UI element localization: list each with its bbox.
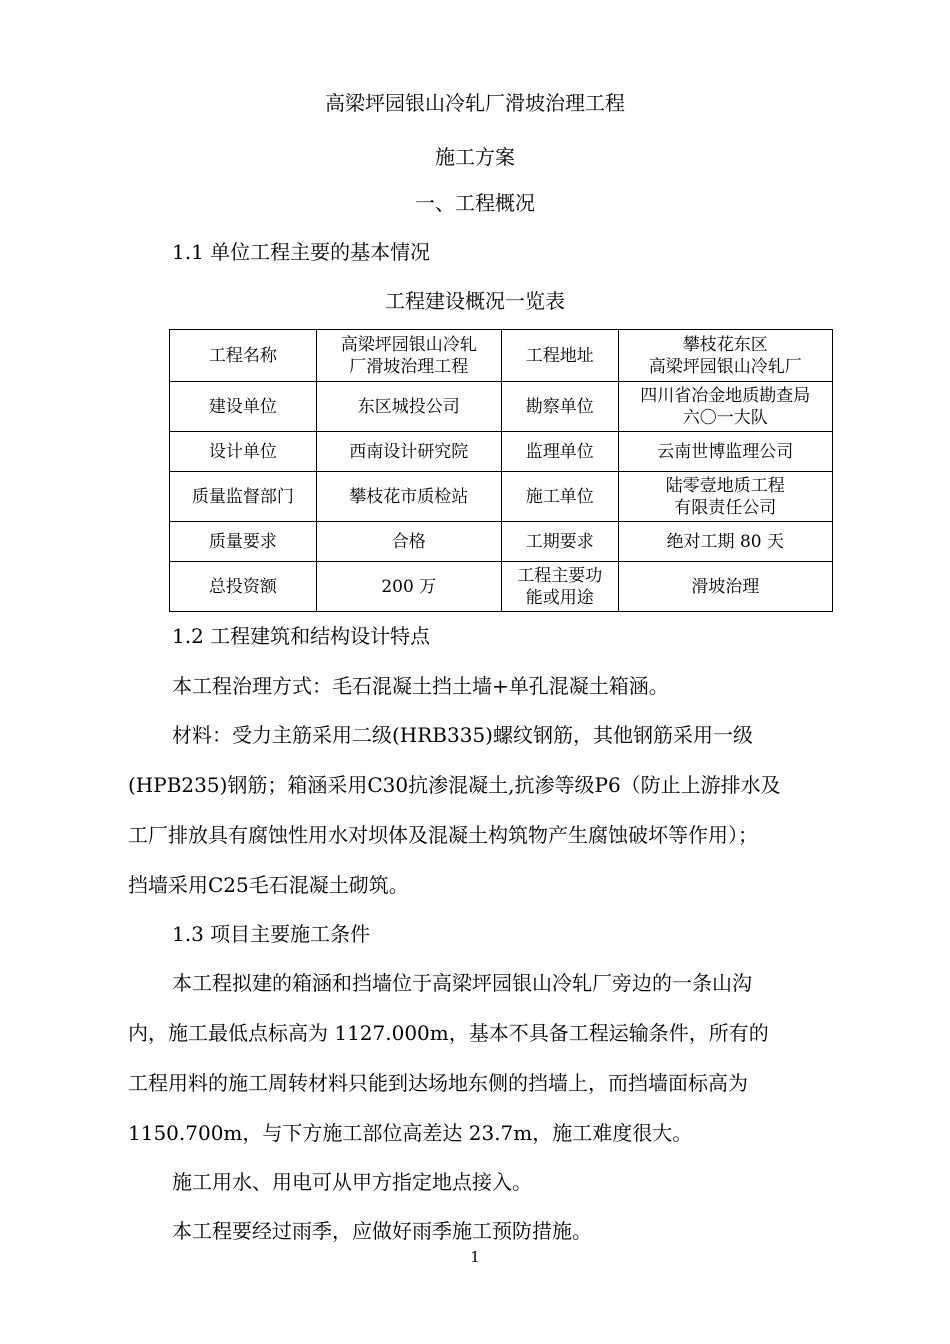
table-cell: 云南世博监理公司 — [618, 432, 832, 472]
table-cell: 东区城投公司 — [316, 382, 501, 432]
table-cell: 勘察单位 — [501, 382, 618, 432]
table-cell: 工程名称 — [170, 330, 317, 382]
table-cell: 滑坡治理 — [618, 562, 832, 612]
cell-line: 四川省冶金地质勘查局 — [640, 385, 811, 406]
cell-line: 工程主要功 — [517, 565, 603, 586]
table-cell — [618, 330, 832, 382]
document-title: 高梁坪园银山冷轧厂滑坡治理工程 — [325, 91, 625, 115]
page-number: 1 — [470, 1248, 480, 1266]
cell-line: 攀枝花东区 — [682, 334, 768, 355]
table-row — [170, 382, 833, 432]
project-overview-table — [169, 329, 833, 612]
cell-line: 厂滑坡治理工程 — [349, 356, 469, 377]
document-subtitle: 施工方案 — [435, 145, 515, 169]
cell-line: 有限责任公司 — [674, 497, 777, 518]
table-cell: 工程地址 — [501, 330, 618, 382]
cell-line: 高梁坪园银山冷轧厂 — [648, 356, 802, 377]
table-row — [170, 562, 833, 612]
table-row — [170, 432, 833, 472]
paragraph-line: 工程用料的施工周转材料只能到达场地东侧的挡墙上，而挡墙面标高为 — [128, 1071, 748, 1095]
paragraph-line: 本工程要经过雨季，应做好雨季施工预防措施。 — [172, 1219, 592, 1243]
table-row — [170, 330, 833, 382]
table-cell: 合格 — [316, 522, 501, 562]
table-cell: 攀枝花市质检站 — [316, 472, 501, 522]
subsection-heading-1-1: 1.1 单位工程主要的基本情况 — [172, 240, 431, 264]
table-cell: 建设单位 — [170, 382, 317, 432]
table-cell: 质量要求 — [170, 522, 317, 562]
cell-line: 陆零壹地质工程 — [665, 475, 785, 496]
table-cell — [618, 382, 832, 432]
table-cell: 质量监督部门 — [170, 472, 317, 522]
paragraph-line: 本工程治理方式：毛石混凝土挡土墙+单孔混凝土箱涵。 — [172, 674, 669, 698]
table-cell: 工期要求 — [501, 522, 618, 562]
paragraph-line: 挡墙采用C25毛石混凝土砌筑。 — [128, 873, 409, 897]
table-title: 工程建设概况一览表 — [385, 289, 565, 313]
paragraph-line: 施工用水、用电可从甲方指定地点接入。 — [172, 1170, 532, 1194]
table-cell — [618, 472, 832, 522]
table-cell: 绝对工期 80 天 — [618, 522, 832, 562]
paragraph-line: 工厂排放具有腐蚀性用水对坝体及混凝土构筑物产生腐蚀破坏等作用）； — [128, 823, 758, 847]
table-cell: 总投资额 — [170, 562, 317, 612]
paragraph-line: 材料：受力主筋采用二级(HRB335)螺纹钢筋，其他钢筋采用一级 — [172, 723, 753, 747]
paragraph-line: 1150.700m，与下方施工部位高差达 23.7m，施工难度很大。 — [128, 1121, 693, 1145]
table-cell: 施工单位 — [501, 472, 618, 522]
paragraph-line: 本工程拟建的箱涵和挡墙位于高梁坪园银山冷轧厂旁边的一条山沟 — [172, 971, 752, 995]
table-cell: 监理单位 — [501, 432, 618, 472]
subsection-heading-1-3: 1.3 项目主要施工条件 — [172, 922, 371, 946]
subsection-heading-1-2: 1.2 工程建筑和结构设计特点 — [172, 624, 431, 648]
table-row — [170, 522, 833, 562]
table-row — [170, 472, 833, 522]
table-cell: 设计单位 — [170, 432, 317, 472]
table-cell: 西南设计研究院 — [316, 432, 501, 472]
section-heading: 一、工程概况 — [415, 191, 535, 215]
cell-line: 高梁坪园银山冷轧 — [340, 334, 477, 355]
cell-line: 六〇一大队 — [682, 407, 768, 428]
table-cell — [316, 330, 501, 382]
paragraph-line: 内，施工最低点标高为 1127.000m，基本不具备工程运输条件，所有的 — [128, 1021, 769, 1045]
table-cell: 200 万 — [316, 562, 501, 612]
paragraph-line: (HPB235)钢筋；箱涵采用C30抗渗混凝土,抗渗等级P6（防止上游排水及 — [128, 773, 781, 797]
cell-line: 能或用途 — [525, 587, 594, 608]
table-cell — [501, 562, 618, 612]
